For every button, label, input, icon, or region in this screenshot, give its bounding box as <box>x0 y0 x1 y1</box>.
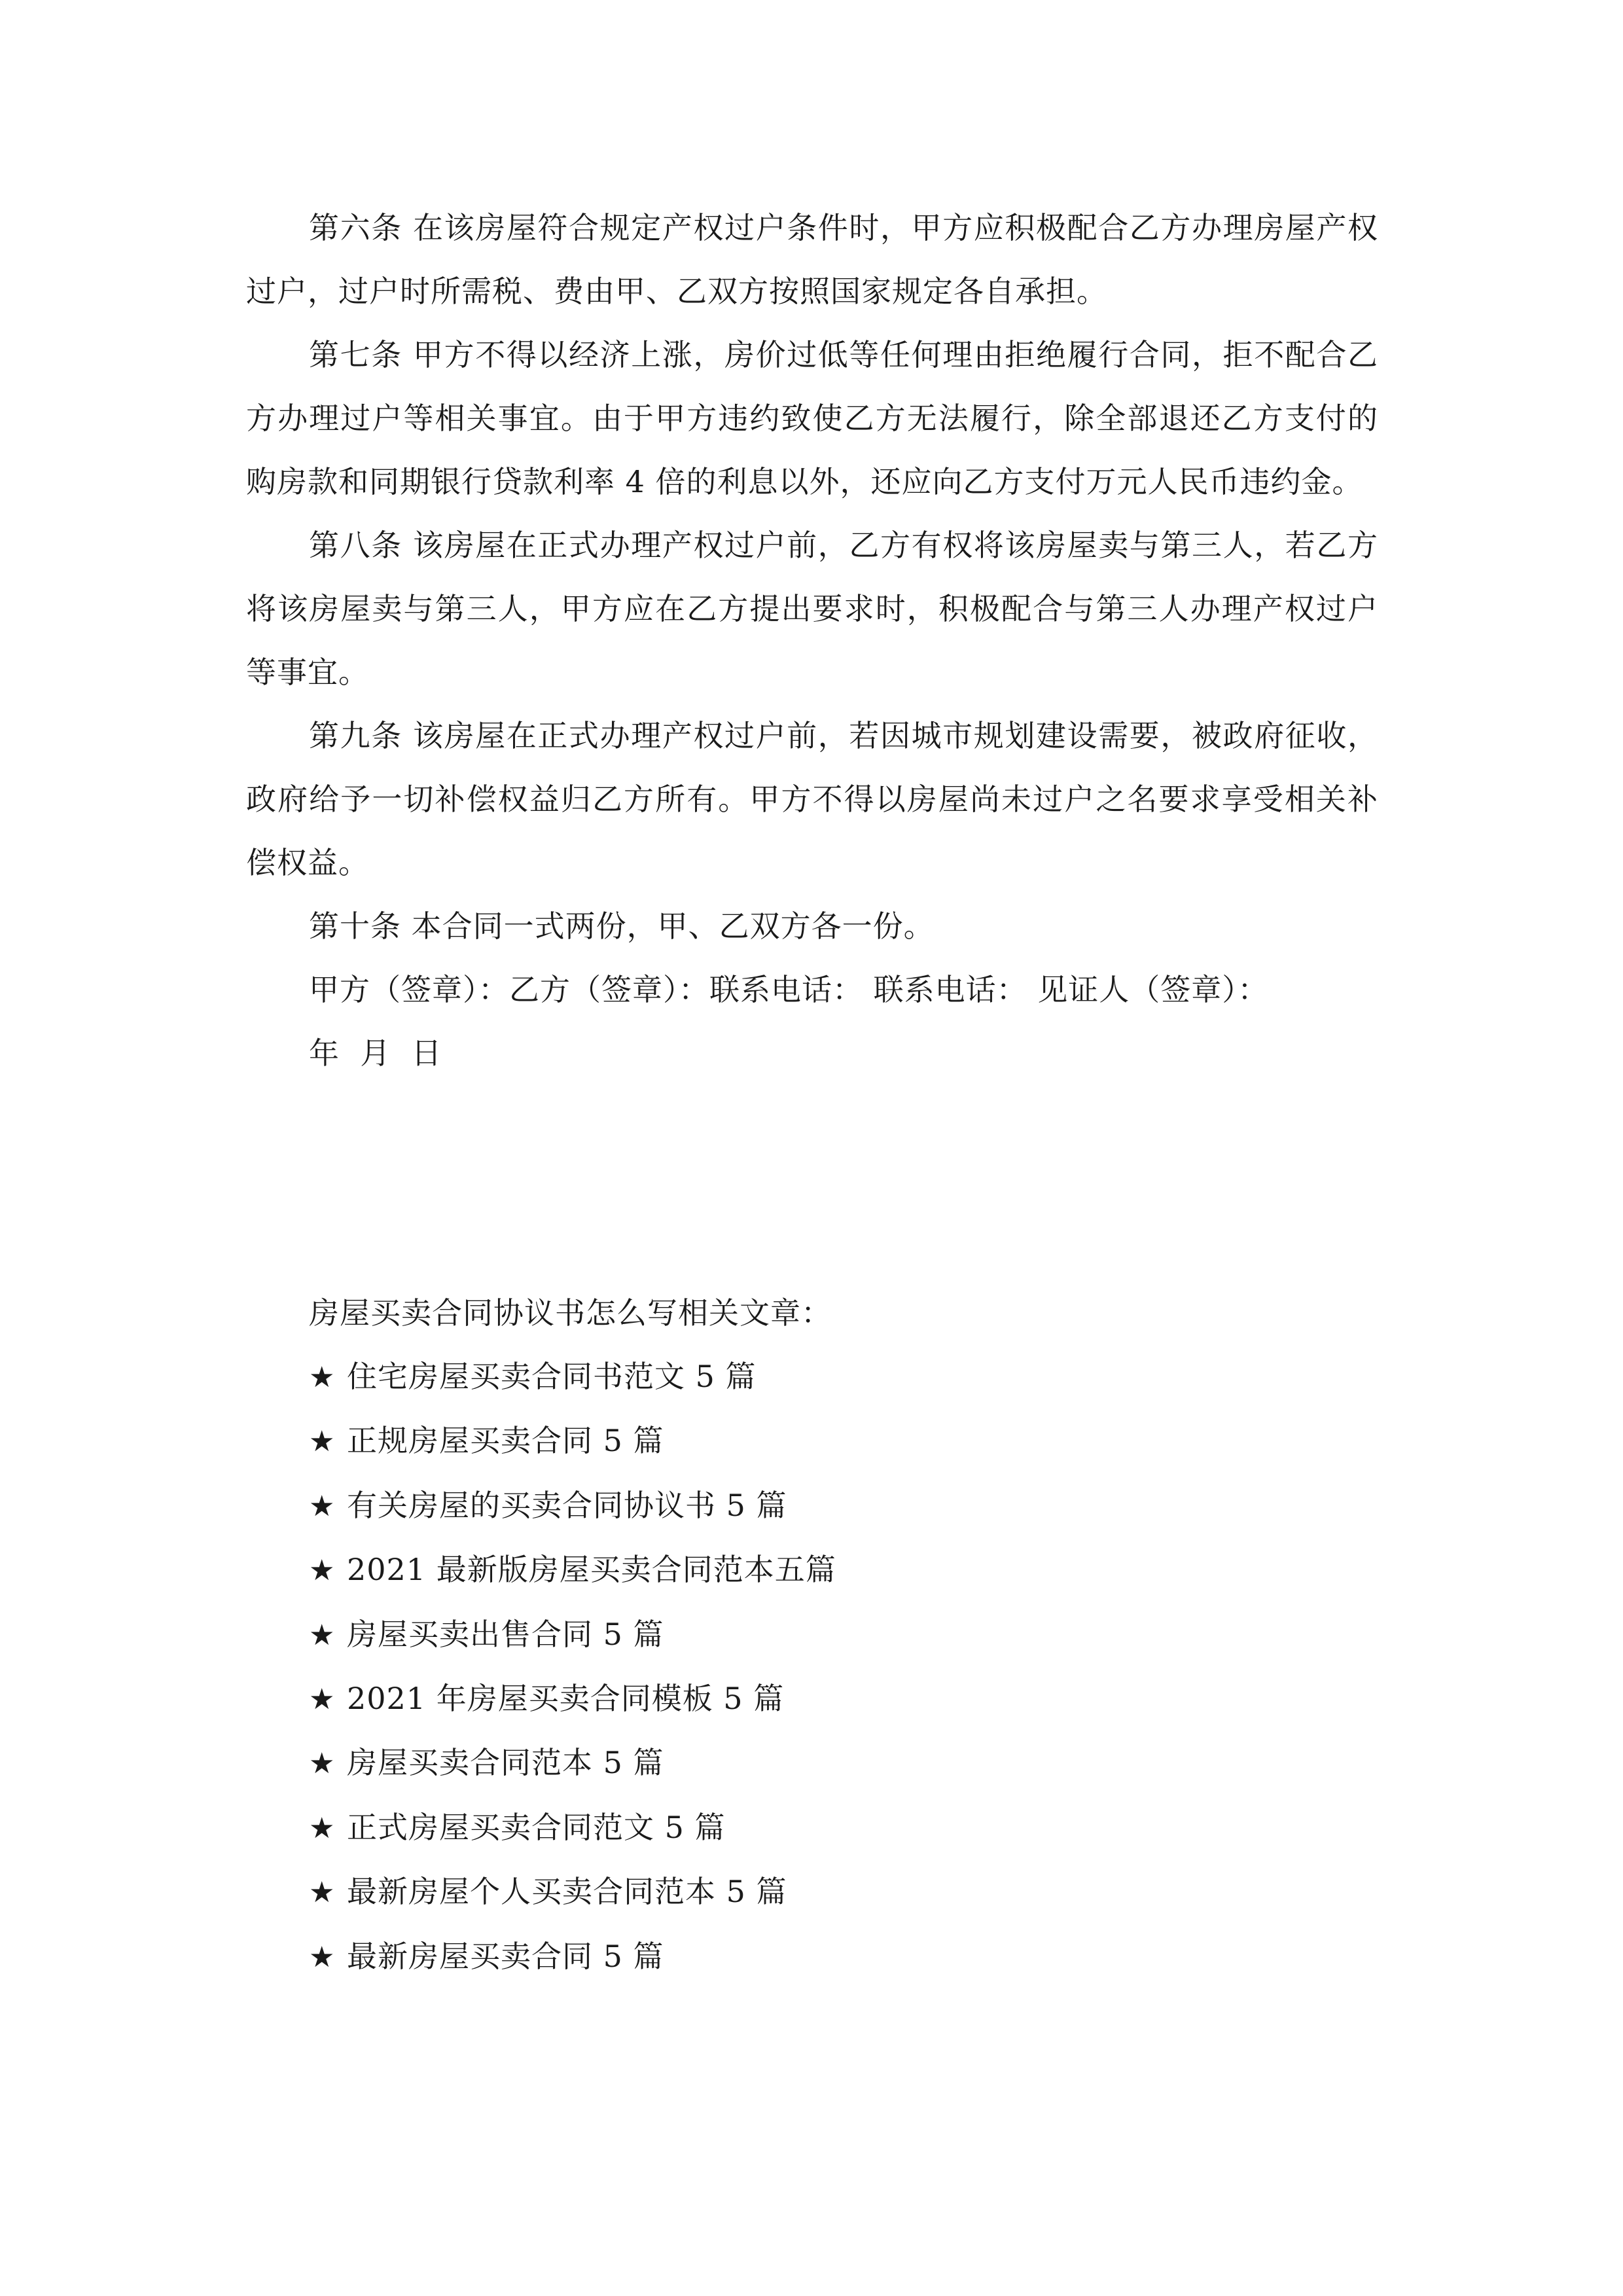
date-line: 年 月 日 <box>309 1035 442 1071</box>
related-article-link[interactable] <box>246 1667 1378 1731</box>
star-icon: ★ <box>309 1554 336 1588</box>
related-article-link[interactable] <box>246 1925 1378 1989</box>
related-article-label: 房屋买卖合同范本 5 篇 <box>347 1745 664 1781</box>
related-article-label: 最新房屋买卖合同 5 篇 <box>347 1938 664 1974</box>
star-icon: ★ <box>309 1811 336 1845</box>
related-article-link[interactable] <box>246 1731 1378 1795</box>
star-icon: ★ <box>309 1683 336 1717</box>
contract-body <box>246 196 1378 1085</box>
star-icon: ★ <box>309 1876 336 1910</box>
related-article-label: 有关房屋的买卖合同协议书 5 篇 <box>347 1487 787 1523</box>
related-article-link[interactable] <box>246 1538 1378 1602</box>
related-article-link[interactable] <box>246 1345 1378 1409</box>
related-article-link[interactable] <box>246 1603 1378 1667</box>
related-article-link[interactable] <box>246 1474 1378 1538</box>
star-icon: ★ <box>309 1489 336 1523</box>
star-icon: ★ <box>309 1618 336 1652</box>
related-article-label: 正式房屋买卖合同范文 5 篇 <box>347 1809 726 1845</box>
related-articles <box>246 1282 1378 1989</box>
related-article-link[interactable] <box>246 1860 1378 1924</box>
star-icon: ★ <box>309 1425 336 1459</box>
article-8: 第八条 该房屋在正式办理产权过户前，乙方有权将该房屋卖与第三人，若乙方将该房屋卖与第三人，甲方应在乙方提出要求时，积极配合与第三人办理产权过户等事宜。 <box>246 528 1378 690</box>
star-icon: ★ <box>309 1940 336 1974</box>
star-icon: ★ <box>309 1361 336 1394</box>
article-6: 第六条 在该房屋符合规定产权过户条件时，甲方应积极配合乙方办理房屋产权过户，过户时所需税、费由甲、乙双方按照国家规定各自承担。 <box>246 210 1378 309</box>
article-7: 第七条 甲方不得以经济上涨，房价过低等任何理由拒绝履行合同，拒不配合乙方办理过户等相关事宜。由于甲方违约致使乙方无法履行，除全部退还乙方支付的购房款和同期银行贷款利率 4 倍的利息以外，还应向乙方支付万元人民币违约金。 <box>246 337 1378 499</box>
star-icon: ★ <box>309 1747 336 1781</box>
related-article-link[interactable] <box>246 1409 1378 1473</box>
article-9: 第九条 该房屋在正式办理产权过户前，若因城市规划建设需要，被政府征收，政府给予一切补偿权益归乙方所有。甲方不得以房屋尚未过户之名要求享受相关补偿权益。 <box>246 718 1378 880</box>
related-article-label: 2021 最新版房屋买卖合同范本五篇 <box>347 1552 836 1588</box>
signature-line: 甲方（签章）：乙方（签章）：联系电话： 联系电话： 见证人（签章）： <box>309 972 1269 1007</box>
related-article-label: 正规房屋买卖合同 5 篇 <box>347 1423 664 1459</box>
related-article-label: 房屋买卖出售合同 5 篇 <box>347 1616 664 1652</box>
related-articles-title: 房屋买卖合同协议书怎么写相关文章： <box>309 1295 832 1331</box>
article-10: 第十条 本合同一式两份，甲、乙双方各一份。 <box>309 908 935 944</box>
related-articles-list <box>246 1345 1378 1989</box>
related-article-label: 2021 年房屋买卖合同模板 5 篇 <box>347 1681 785 1717</box>
related-article-link[interactable] <box>246 1796 1378 1860</box>
related-article-label: 最新房屋个人买卖合同范本 5 篇 <box>347 1874 787 1910</box>
related-article-label: 住宅房屋买卖合同书范文 5 篇 <box>347 1359 757 1394</box>
